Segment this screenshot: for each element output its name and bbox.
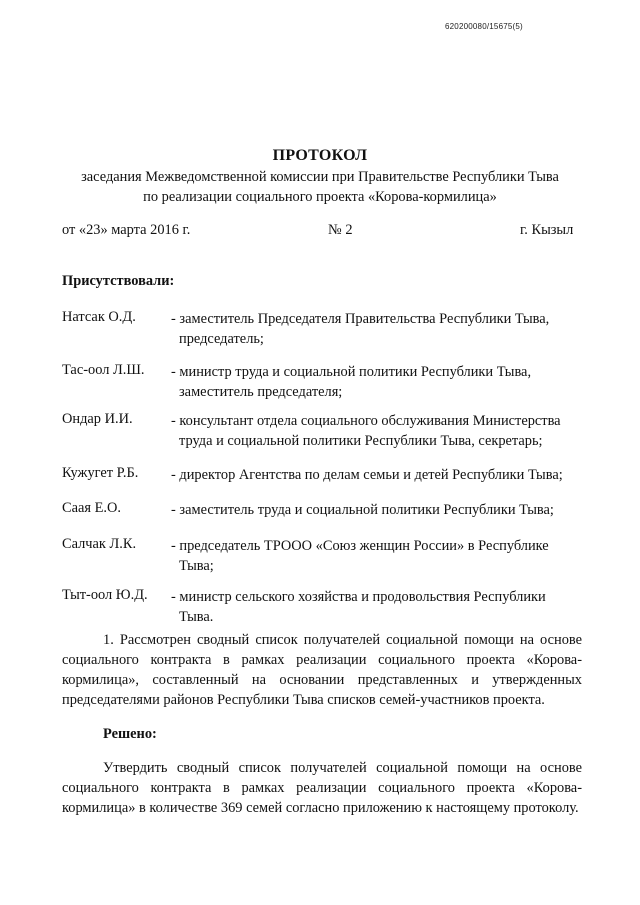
decision-paragraph (62, 758, 582, 818)
attendee-role-line: - директор Агентства по делам семьи и детей Республики Тыва; (171, 467, 563, 483)
attendee-name: Ондар И.И. (62, 411, 133, 427)
attendee-role (171, 411, 591, 451)
paragraph-line: Утвердить сводный список получателей социальной помощи на основе (103, 760, 582, 776)
attendee-role-line: председатель; (179, 331, 264, 347)
attendee-role-line: труда и социальной политики Республики Тыва, секретарь; (179, 433, 543, 449)
protocol-subtitle-line: по реализации социального проекта «Корова-кормилица» (143, 189, 497, 205)
attendee-role (171, 465, 591, 485)
attendee-role-line: - министр труда и социальной политики Республики Тыва, (171, 364, 532, 380)
attendee-role-line: Тыва. (179, 609, 214, 625)
paragraph-line: председателями районов Республики Тыва списков семей-участников проекта. (62, 692, 545, 708)
protocol-number: № 2 (328, 222, 353, 238)
attendee-role (171, 362, 591, 402)
attendee-role-line: - министр сельского хозяйства и продовольствия Республики (171, 589, 546, 605)
paragraph-line: 1. Рассмотрен сводный список получателей социальной помощи на основе (103, 632, 582, 648)
paragraph-line: социального контракта в рамках реализации социального проекта «Корова- (62, 652, 582, 668)
attendee-role-line: заместитель председателя; (179, 384, 343, 400)
attendee-role-line: - консультант отдела социального обслуживания Министерства (171, 413, 561, 429)
agenda-item-paragraph (62, 630, 582, 710)
attendee-name: Натсак О.Д. (62, 309, 136, 325)
document-id: 620200080/15675(5) (445, 22, 523, 31)
paragraph-line: кормилица» в количестве 369 семей согласно приложению к настоящему протоколу. (62, 800, 579, 816)
attendee-role-line: - заместитель труда и социальной политики Республики Тыва; (171, 502, 554, 518)
attendees-heading: Присутствовали: (62, 273, 175, 289)
paragraph-line: социального контракта в рамках реализации социального проекта «Корова- (62, 780, 582, 796)
decision-heading: Решено: (103, 726, 157, 742)
attendee-role (171, 500, 591, 520)
attendee-role (171, 309, 591, 349)
attendee-role (171, 536, 591, 576)
attendee-name: Кужугет Р.Б. (62, 465, 139, 481)
attendee-role-line: - председатель ТРООО «Союз женщин России» в Республике (171, 538, 549, 554)
attendee-name: Салчак Л.К. (62, 536, 137, 552)
paragraph-line: кормилица», составленный на основании представленных и утвержденных (62, 672, 582, 688)
protocol-city: г. Кызыл (520, 222, 574, 238)
protocol-subtitle-line: заседания Межведомственной комиссии при Правительстве Республики Тыва (81, 169, 559, 185)
attendee-name: Тыт-оол Ю.Д. (62, 587, 148, 603)
protocol-date: от «23» марта 2016 г. (62, 222, 191, 238)
attendee-role-line: Тыва; (179, 558, 214, 574)
attendee-name: Тас-оол Л.Ш. (62, 362, 145, 378)
protocol-title: ПРОТОКОЛ (272, 147, 368, 164)
attendee-role (171, 587, 591, 627)
attendee-name: Саая Е.О. (62, 500, 121, 516)
attendee-role-line: - заместитель Председателя Правительства Республики Тыва, (171, 311, 550, 327)
